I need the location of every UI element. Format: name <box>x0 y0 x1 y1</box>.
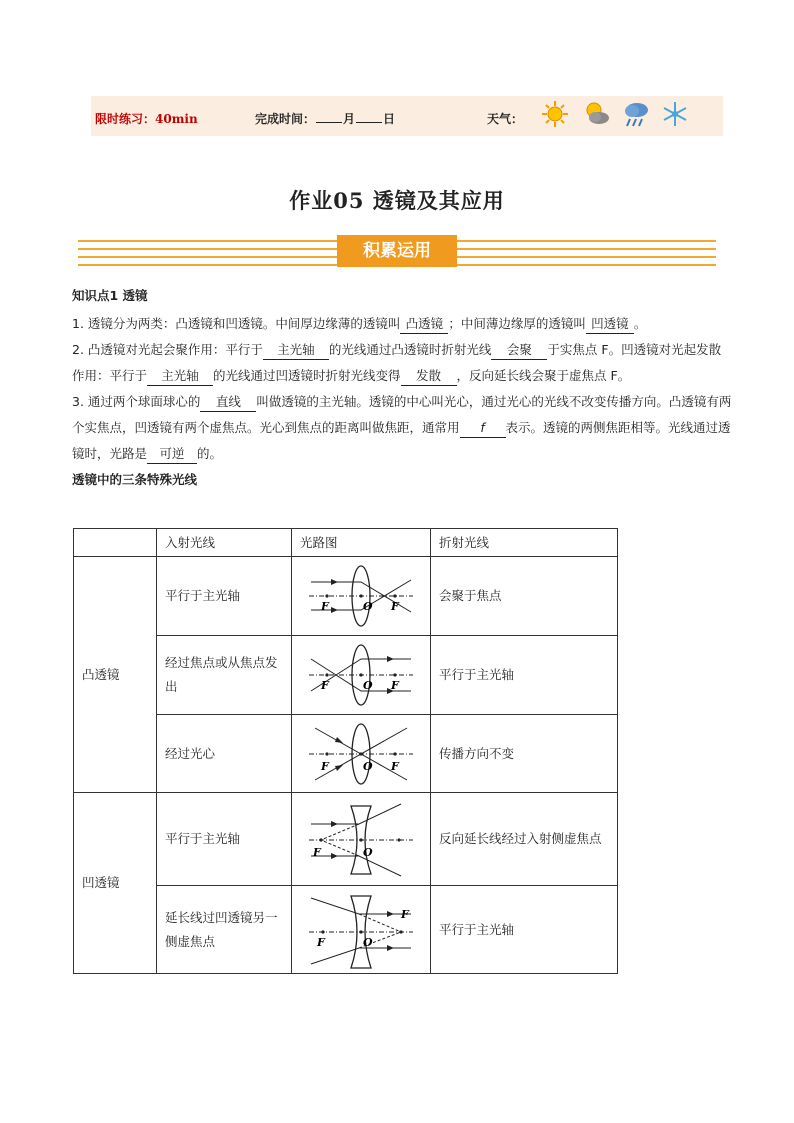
p1-text-b: ；中间薄边缘厚的透镜叫 <box>448 316 586 331</box>
rain-icon[interactable] <box>622 100 650 128</box>
convex-center-diagram <box>301 718 421 790</box>
p3-text-d: 的。 <box>197 446 223 461</box>
sun-icon[interactable] <box>541 100 569 128</box>
diagram-label-f: F <box>313 846 321 859</box>
convex-parallel-diagram <box>301 560 421 632</box>
p2-text-d: 的光线通过凹透镜时折射光线变得 <box>213 368 401 383</box>
diagram-label-f: F <box>317 935 325 949</box>
paragraph-1 <box>72 311 732 337</box>
refracted-cell: 会聚于焦点 <box>431 557 618 636</box>
incident-cell: 经过光心 <box>157 715 292 793</box>
paragraph-3 <box>72 389 732 467</box>
partly-cloudy-icon[interactable] <box>583 100 611 128</box>
diagram-cell <box>292 886 431 974</box>
completion-time <box>255 110 395 127</box>
p1-text-a: 1. 透镜分为两类：凸透镜和凹透镜。中间厚边缘薄的透镜叫 <box>72 316 401 331</box>
day-blank[interactable] <box>356 112 382 123</box>
snow-icon[interactable] <box>661 100 689 128</box>
answer-converge: 会聚 <box>491 341 547 360</box>
convex-label: 凸透镜 <box>74 557 157 793</box>
page-title: 作业05 透镜及其应用 <box>289 188 505 213</box>
p2-text-c: 于实焦点 F。凹透镜对光起发散作用：平行于 <box>72 342 722 383</box>
answer-main-axis-1: 主光轴 <box>263 341 329 360</box>
diagram-label-f: F <box>321 759 329 773</box>
refracted-cell: 平行于主光轴 <box>431 886 618 974</box>
header-cell-empty <box>74 529 157 557</box>
diagram-label-f: F <box>401 907 409 921</box>
diagram-label-o: O <box>363 679 373 692</box>
table-header-row <box>74 529 618 557</box>
answer-concave: 凹透镜 <box>586 315 634 334</box>
convex-focus-diagram <box>301 639 421 711</box>
p3-text-b: 叫做透镜的主光轴。透镜的中心叫光心，通过光心的光线不改变传播方向。凸透镜有两个实焦点，凹透镜有两个虚焦点。光心到焦点的距离叫做焦距，通常用 <box>72 394 732 435</box>
special-rays-table <box>73 528 618 974</box>
incident-cell: 平行于主光轴 <box>157 793 292 886</box>
special-rays-heading: 透镜中的三条特殊光线 <box>72 472 198 487</box>
answer-line: 直线 <box>200 393 256 412</box>
diagram-label-o: O <box>363 600 373 613</box>
header-incident: 入射光线 <box>157 529 292 557</box>
answer-main-axis-2: 主光轴 <box>147 367 213 386</box>
answer-f: f <box>460 419 506 438</box>
diagram-label-f: F <box>391 679 399 692</box>
p3-text-a: 3. 通过两个球面球心的 <box>72 394 201 409</box>
answer-convex: 凸透镜 <box>400 315 448 334</box>
diagram-cell <box>292 557 431 636</box>
diagram-cell <box>292 715 431 793</box>
diagram-cell <box>292 636 431 715</box>
done-label: 完成时间： <box>255 112 316 126</box>
paragraph-2 <box>72 337 732 389</box>
header-diagram: 光路图 <box>292 529 431 557</box>
concave-parallel-diagram <box>301 796 421 882</box>
knowledge-content <box>72 283 732 493</box>
header-bar <box>91 96 723 136</box>
diagram-label-f: F <box>321 600 329 613</box>
month-label: 月 <box>343 112 356 126</box>
refracted-cell: 反向延长线经过入射侧虚焦点 <box>431 793 618 886</box>
incident-cell: 平行于主光轴 <box>157 557 292 636</box>
concave-extension-diagram <box>301 888 421 972</box>
p1-text-c: 。 <box>633 316 647 331</box>
p2-text-b: 的光线通过凸透镜时折射光线 <box>328 342 492 357</box>
concave-label: 凹透镜 <box>74 793 157 974</box>
diagram-label-f: F <box>321 679 329 692</box>
incident-cell: 经过焦点或从焦点发出 <box>157 636 292 715</box>
diagram-cell <box>292 793 431 886</box>
weather-label: 天气： <box>487 112 524 126</box>
p2-text-a: 2. 凸透镜对光起会聚作用：平行于 <box>72 342 263 357</box>
p2-text-e: ，反向延长线会聚于虚焦点 F。 <box>456 368 631 383</box>
section-banner: 积累运用 <box>337 235 457 267</box>
refracted-cell: 传播方向不变 <box>431 715 618 793</box>
month-blank[interactable] <box>316 112 342 123</box>
answer-reversible: 可逆 <box>147 445 197 464</box>
diagram-label-o: O <box>363 935 373 949</box>
table-row <box>74 793 618 886</box>
p3-text-c: 表示。透镜的两侧焦距相等。光线通过透镜时，光路是 <box>72 420 731 461</box>
diagram-label-f: F <box>391 759 399 773</box>
diagram-label-o: O <box>363 846 373 859</box>
incident-cell: 延长线过凹透镜另一侧虚焦点 <box>157 886 292 974</box>
day-label: 日 <box>383 112 396 126</box>
answer-diverge: 发散 <box>401 367 457 386</box>
table-row <box>74 557 618 636</box>
diagram-label-f: F <box>391 600 399 613</box>
diagram-label-o: O <box>363 759 373 773</box>
timer-label: 限时练习：40min <box>95 112 198 126</box>
refracted-cell: 平行于主光轴 <box>431 636 618 715</box>
header-refracted: 折射光线 <box>431 529 618 557</box>
knowledge-point-heading: 知识点1 透镜 <box>72 288 148 303</box>
